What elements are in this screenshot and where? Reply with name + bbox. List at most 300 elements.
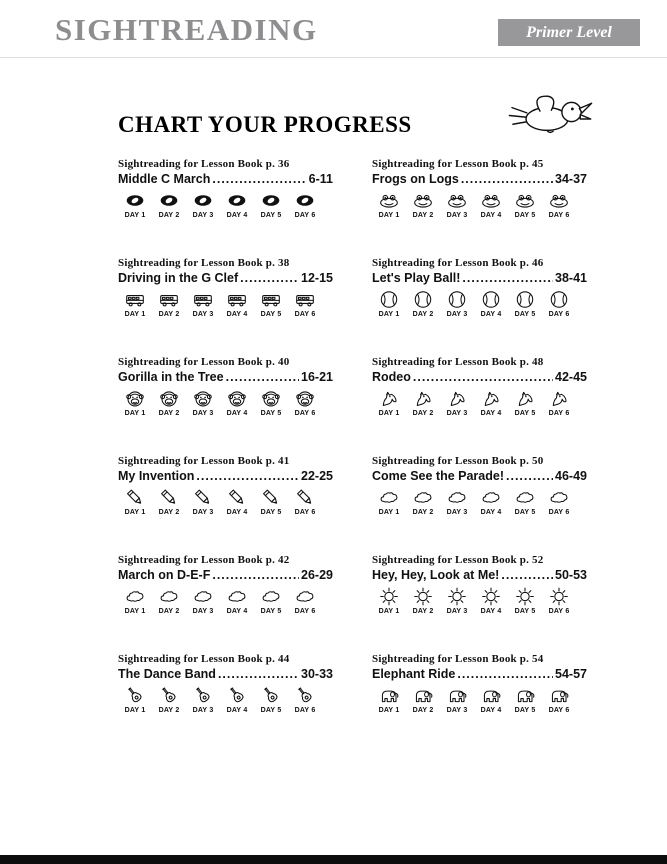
bus-icon bbox=[226, 289, 248, 310]
day-label: DAY 6 bbox=[548, 608, 570, 615]
page-range: 38-41 bbox=[555, 271, 587, 285]
day-icon-row bbox=[118, 487, 333, 516]
bus-icon bbox=[124, 289, 146, 310]
lesson-book-ref: Sightreading for Lesson Book p. 46 bbox=[372, 257, 544, 269]
day-cell bbox=[254, 586, 288, 615]
baseball-icon bbox=[446, 289, 468, 310]
day-cell bbox=[118, 388, 152, 417]
day-cell bbox=[542, 289, 576, 318]
pencil-icon bbox=[294, 487, 316, 508]
day-cell bbox=[508, 289, 542, 318]
pencil-icon bbox=[260, 487, 282, 508]
cloud-icon bbox=[412, 487, 434, 508]
day-cell bbox=[406, 190, 440, 219]
day-cell bbox=[508, 190, 542, 219]
pencil-icon bbox=[158, 487, 180, 508]
day-cell bbox=[542, 685, 576, 714]
day-label: DAY 3 bbox=[446, 707, 468, 714]
dot-leader bbox=[413, 370, 553, 384]
day-label: DAY 6 bbox=[294, 707, 316, 714]
day-label: DAY 4 bbox=[480, 608, 502, 615]
piece-title: Rodeo bbox=[372, 370, 411, 384]
day-cell bbox=[118, 685, 152, 714]
day-label: DAY 4 bbox=[226, 707, 248, 714]
cloud-icon bbox=[446, 487, 468, 508]
day-cell bbox=[406, 487, 440, 516]
cloud-icon bbox=[548, 487, 570, 508]
column-right bbox=[372, 158, 587, 725]
day-cell bbox=[152, 388, 186, 417]
day-label: DAY 1 bbox=[124, 410, 146, 417]
page-title: CHART YOUR PROGRESS bbox=[118, 112, 412, 137]
day-cell bbox=[254, 487, 288, 516]
day-cell bbox=[406, 289, 440, 318]
day-cell bbox=[118, 190, 152, 219]
day-cell bbox=[508, 586, 542, 615]
whole-note-icon bbox=[158, 190, 180, 211]
day-label: DAY 1 bbox=[124, 608, 146, 615]
day-label: DAY 5 bbox=[260, 311, 282, 318]
progress-entry bbox=[118, 554, 333, 626]
day-label: DAY 1 bbox=[124, 311, 146, 318]
baseball-icon bbox=[548, 289, 570, 310]
day-label: DAY 4 bbox=[480, 410, 502, 417]
piece-title: The Dance Band bbox=[118, 667, 216, 681]
day-label: DAY 5 bbox=[514, 608, 536, 615]
level-badge bbox=[498, 19, 640, 46]
cloud-icon bbox=[124, 586, 146, 607]
page-range: 46-49 bbox=[555, 469, 587, 483]
day-cell bbox=[440, 190, 474, 219]
day-label: DAY 4 bbox=[226, 212, 248, 219]
day-cell bbox=[288, 289, 322, 318]
day-label: DAY 6 bbox=[548, 410, 570, 417]
dot-leader bbox=[457, 667, 553, 681]
day-cell bbox=[186, 190, 220, 219]
lesson-book-ref: Sightreading for Lesson Book p. 40 bbox=[118, 356, 290, 368]
frog-icon bbox=[514, 190, 536, 211]
lesson-book-ref: Sightreading for Lesson Book p. 36 bbox=[118, 158, 290, 170]
whole-note-icon bbox=[192, 190, 214, 211]
guitar-icon bbox=[158, 685, 180, 706]
elephant-icon bbox=[480, 685, 502, 706]
title-line bbox=[372, 172, 587, 186]
level-badge-label: Primer Level bbox=[526, 23, 612, 41]
dot-leader bbox=[196, 469, 299, 483]
lesson-book-ref: Sightreading for Lesson Book p. 42 bbox=[118, 554, 290, 566]
day-label: DAY 6 bbox=[294, 410, 316, 417]
sun-icon bbox=[480, 586, 502, 607]
day-label: DAY 2 bbox=[158, 410, 180, 417]
day-cell bbox=[440, 388, 474, 417]
piece-title: Come See the Parade! bbox=[372, 469, 504, 483]
page-range: 30-33 bbox=[301, 667, 333, 681]
day-label: DAY 2 bbox=[158, 608, 180, 615]
day-icon-row bbox=[372, 289, 587, 318]
day-label: DAY 5 bbox=[514, 410, 536, 417]
day-label: DAY 6 bbox=[294, 212, 316, 219]
whole-note-icon bbox=[260, 190, 282, 211]
day-cell bbox=[186, 388, 220, 417]
day-label: DAY 3 bbox=[192, 707, 214, 714]
page-range: 26-29 bbox=[301, 568, 333, 582]
horse-icon bbox=[548, 388, 570, 409]
day-cell bbox=[542, 586, 576, 615]
page-range: 22-25 bbox=[301, 469, 333, 483]
horse-icon bbox=[446, 388, 468, 409]
elephant-icon bbox=[378, 685, 400, 706]
day-label: DAY 6 bbox=[294, 509, 316, 516]
day-label: DAY 6 bbox=[548, 707, 570, 714]
piece-title: Gorilla in the Tree bbox=[118, 370, 224, 384]
page-range: 12-15 bbox=[301, 271, 333, 285]
day-label: DAY 3 bbox=[192, 212, 214, 219]
frog-icon bbox=[412, 190, 434, 211]
day-cell bbox=[152, 487, 186, 516]
cloud-icon bbox=[226, 586, 248, 607]
gorilla-icon bbox=[226, 388, 248, 409]
day-label: DAY 4 bbox=[480, 707, 502, 714]
day-cell bbox=[220, 685, 254, 714]
day-label: DAY 2 bbox=[412, 707, 434, 714]
guitar-icon bbox=[226, 685, 248, 706]
day-label: DAY 5 bbox=[260, 410, 282, 417]
piece-title: Let's Play Ball! bbox=[372, 271, 461, 285]
page-range: 6-11 bbox=[308, 172, 333, 186]
gorilla-icon bbox=[158, 388, 180, 409]
gorilla-icon bbox=[260, 388, 282, 409]
title-line bbox=[372, 370, 587, 384]
day-cell bbox=[440, 289, 474, 318]
guitar-icon bbox=[124, 685, 146, 706]
day-cell bbox=[288, 487, 322, 516]
title-line bbox=[372, 667, 587, 681]
day-label: DAY 3 bbox=[446, 410, 468, 417]
day-cell bbox=[474, 388, 508, 417]
elephant-icon bbox=[548, 685, 570, 706]
day-cell bbox=[288, 586, 322, 615]
day-cell bbox=[186, 487, 220, 516]
frog-icon bbox=[378, 190, 400, 211]
day-label: DAY 1 bbox=[124, 707, 146, 714]
page-range: 54-57 bbox=[555, 667, 587, 681]
day-label: DAY 2 bbox=[158, 509, 180, 516]
page-header-title: SIGHTREADING bbox=[55, 12, 318, 47]
lesson-book-ref: Sightreading for Lesson Book p. 41 bbox=[118, 455, 290, 467]
dot-leader bbox=[506, 469, 553, 483]
elephant-icon bbox=[514, 685, 536, 706]
day-cell bbox=[152, 685, 186, 714]
piece-title: Frogs on Logs bbox=[372, 172, 459, 186]
title-line bbox=[372, 568, 587, 582]
sun-icon bbox=[548, 586, 570, 607]
pencil-icon bbox=[226, 487, 248, 508]
day-label: DAY 3 bbox=[192, 509, 214, 516]
day-cell bbox=[220, 388, 254, 417]
day-label: DAY 1 bbox=[124, 212, 146, 219]
day-cell bbox=[406, 586, 440, 615]
guitar-icon bbox=[260, 685, 282, 706]
progress-entry bbox=[118, 158, 333, 230]
day-label: DAY 5 bbox=[260, 509, 282, 516]
day-cell bbox=[186, 586, 220, 615]
day-icon-row bbox=[118, 388, 333, 417]
day-label: DAY 2 bbox=[412, 509, 434, 516]
day-label: DAY 4 bbox=[480, 509, 502, 516]
day-label: DAY 4 bbox=[480, 212, 502, 219]
day-cell bbox=[288, 685, 322, 714]
day-label: DAY 4 bbox=[226, 509, 248, 516]
piece-title: Driving in the G Clef bbox=[118, 271, 239, 285]
day-cell bbox=[440, 685, 474, 714]
page-range: 42-45 bbox=[555, 370, 587, 384]
day-cell bbox=[440, 586, 474, 615]
day-cell bbox=[152, 289, 186, 318]
day-icon-row bbox=[118, 190, 333, 219]
elephant-icon bbox=[446, 685, 468, 706]
sun-icon bbox=[378, 586, 400, 607]
gorilla-icon bbox=[124, 388, 146, 409]
horse-icon bbox=[480, 388, 502, 409]
day-label: DAY 3 bbox=[192, 410, 214, 417]
day-cell bbox=[118, 289, 152, 318]
frog-icon bbox=[446, 190, 468, 211]
title-line bbox=[118, 469, 333, 483]
title-line bbox=[372, 271, 587, 285]
progress-entry bbox=[372, 257, 587, 329]
day-cell bbox=[474, 586, 508, 615]
day-label: DAY 2 bbox=[158, 212, 180, 219]
progress-entry bbox=[372, 455, 587, 527]
progress-entry bbox=[372, 158, 587, 230]
day-label: DAY 5 bbox=[260, 212, 282, 219]
day-label: DAY 5 bbox=[514, 311, 536, 318]
piece-title: Elephant Ride bbox=[372, 667, 456, 681]
page-range: 16-21 bbox=[301, 370, 333, 384]
frog-icon bbox=[480, 190, 502, 211]
gorilla-icon bbox=[294, 388, 316, 409]
dot-leader bbox=[212, 568, 299, 582]
progress-entry bbox=[118, 356, 333, 428]
whole-note-icon bbox=[226, 190, 248, 211]
day-label: DAY 4 bbox=[226, 608, 248, 615]
day-label: DAY 1 bbox=[124, 509, 146, 516]
horse-icon bbox=[514, 388, 536, 409]
day-cell bbox=[220, 190, 254, 219]
day-cell bbox=[508, 487, 542, 516]
lesson-book-ref: Sightreading for Lesson Book p. 50 bbox=[372, 455, 544, 467]
cloud-icon bbox=[260, 586, 282, 607]
guitar-icon bbox=[192, 685, 214, 706]
sun-icon bbox=[446, 586, 468, 607]
day-cell bbox=[440, 487, 474, 516]
day-cell bbox=[474, 685, 508, 714]
day-label: DAY 5 bbox=[514, 707, 536, 714]
gorilla-icon bbox=[192, 388, 214, 409]
day-label: DAY 2 bbox=[412, 410, 434, 417]
bus-icon bbox=[294, 289, 316, 310]
day-label: DAY 5 bbox=[260, 608, 282, 615]
progress-entry bbox=[372, 653, 587, 725]
lesson-book-ref: Sightreading for Lesson Book p. 38 bbox=[118, 257, 290, 269]
day-label: DAY 2 bbox=[412, 311, 434, 318]
bus-icon bbox=[192, 289, 214, 310]
day-label: DAY 6 bbox=[294, 311, 316, 318]
day-cell bbox=[542, 388, 576, 417]
title-line bbox=[118, 667, 333, 681]
title-line bbox=[118, 271, 333, 285]
baseball-icon bbox=[412, 289, 434, 310]
lesson-book-ref: Sightreading for Lesson Book p. 48 bbox=[372, 356, 544, 368]
day-icon-row bbox=[118, 586, 333, 615]
day-label: DAY 6 bbox=[548, 212, 570, 219]
day-label: DAY 3 bbox=[446, 311, 468, 318]
day-label: DAY 6 bbox=[548, 311, 570, 318]
column-left bbox=[118, 158, 333, 725]
day-cell bbox=[220, 586, 254, 615]
day-cell bbox=[508, 685, 542, 714]
lesson-book-ref: Sightreading for Lesson Book p. 44 bbox=[118, 653, 290, 665]
day-label: DAY 2 bbox=[158, 707, 180, 714]
progress-entry bbox=[118, 455, 333, 527]
cloud-icon bbox=[480, 487, 502, 508]
day-label: DAY 5 bbox=[514, 212, 536, 219]
dot-leader bbox=[226, 370, 299, 384]
day-label: DAY 3 bbox=[446, 212, 468, 219]
day-cell bbox=[372, 289, 406, 318]
day-label: DAY 1 bbox=[378, 212, 400, 219]
dot-leader bbox=[212, 172, 306, 186]
day-cell bbox=[508, 388, 542, 417]
day-cell bbox=[288, 190, 322, 219]
dot-leader bbox=[462, 271, 553, 285]
day-cell bbox=[474, 289, 508, 318]
day-cell bbox=[118, 586, 152, 615]
progress-entry bbox=[372, 356, 587, 428]
day-label: DAY 3 bbox=[192, 311, 214, 318]
day-cell bbox=[372, 487, 406, 516]
day-cell bbox=[542, 487, 576, 516]
day-icon-row bbox=[372, 487, 587, 516]
day-cell bbox=[254, 388, 288, 417]
cloud-icon bbox=[158, 586, 180, 607]
lesson-book-ref: Sightreading for Lesson Book p. 45 bbox=[372, 158, 544, 170]
day-cell bbox=[152, 190, 186, 219]
day-label: DAY 6 bbox=[294, 608, 316, 615]
day-label: DAY 3 bbox=[192, 608, 214, 615]
title-line bbox=[118, 370, 333, 384]
day-label: DAY 4 bbox=[226, 410, 248, 417]
day-icon-row bbox=[372, 388, 587, 417]
day-icon-row bbox=[372, 685, 587, 714]
title-line bbox=[118, 172, 333, 186]
day-label: DAY 4 bbox=[226, 311, 248, 318]
day-icon-row bbox=[118, 685, 333, 714]
day-label: DAY 3 bbox=[446, 608, 468, 615]
dot-leader bbox=[218, 667, 299, 681]
header-divider bbox=[0, 57, 667, 58]
day-cell bbox=[254, 685, 288, 714]
whole-note-icon bbox=[294, 190, 316, 211]
whole-note-icon bbox=[124, 190, 146, 211]
day-cell bbox=[406, 685, 440, 714]
cloud-icon bbox=[514, 487, 536, 508]
day-label: DAY 4 bbox=[480, 311, 502, 318]
pencil-icon bbox=[124, 487, 146, 508]
bird-illustration bbox=[498, 88, 603, 148]
lesson-book-ref: Sightreading for Lesson Book p. 52 bbox=[372, 554, 544, 566]
day-label: DAY 5 bbox=[260, 707, 282, 714]
piece-title: Middle C March bbox=[118, 172, 211, 186]
day-label: DAY 1 bbox=[378, 410, 400, 417]
frog-icon bbox=[548, 190, 570, 211]
baseball-icon bbox=[480, 289, 502, 310]
bus-icon bbox=[158, 289, 180, 310]
day-label: DAY 1 bbox=[378, 608, 400, 615]
day-cell bbox=[254, 289, 288, 318]
day-label: DAY 2 bbox=[158, 311, 180, 318]
day-cell bbox=[220, 487, 254, 516]
day-cell bbox=[186, 685, 220, 714]
baseball-icon bbox=[514, 289, 536, 310]
piece-title: Hey, Hey, Look at Me! bbox=[372, 568, 500, 582]
day-cell bbox=[118, 487, 152, 516]
day-label: DAY 2 bbox=[412, 212, 434, 219]
page-range: 50-53 bbox=[555, 568, 587, 582]
piece-title: My Invention bbox=[118, 469, 195, 483]
title-line bbox=[372, 469, 587, 483]
dot-leader bbox=[461, 172, 553, 186]
day-label: DAY 1 bbox=[378, 509, 400, 516]
day-label: DAY 2 bbox=[412, 608, 434, 615]
day-cell bbox=[152, 586, 186, 615]
bus-icon bbox=[260, 289, 282, 310]
elephant-icon bbox=[412, 685, 434, 706]
day-label: DAY 1 bbox=[378, 707, 400, 714]
cloud-icon bbox=[294, 586, 316, 607]
dot-leader bbox=[240, 271, 299, 285]
guitar-icon bbox=[294, 685, 316, 706]
horse-icon bbox=[378, 388, 400, 409]
day-cell bbox=[288, 388, 322, 417]
day-cell bbox=[372, 685, 406, 714]
day-cell bbox=[474, 190, 508, 219]
day-icon-row bbox=[372, 190, 587, 219]
day-icon-row bbox=[372, 586, 587, 615]
sun-icon bbox=[514, 586, 536, 607]
horse-icon bbox=[412, 388, 434, 409]
day-cell bbox=[220, 289, 254, 318]
day-cell bbox=[542, 190, 576, 219]
progress-entry bbox=[372, 554, 587, 626]
lesson-book-ref: Sightreading for Lesson Book p. 54 bbox=[372, 653, 544, 665]
page-range: 34-37 bbox=[555, 172, 587, 186]
day-label: DAY 5 bbox=[514, 509, 536, 516]
cloud-icon bbox=[378, 487, 400, 508]
page-bottom-edge bbox=[0, 855, 667, 864]
day-cell bbox=[372, 388, 406, 417]
day-cell bbox=[254, 190, 288, 219]
day-cell bbox=[474, 487, 508, 516]
day-icon-row bbox=[118, 289, 333, 318]
cloud-icon bbox=[192, 586, 214, 607]
progress-chart bbox=[118, 158, 587, 725]
progress-entry bbox=[118, 257, 333, 329]
day-cell bbox=[372, 190, 406, 219]
pencil-icon bbox=[192, 487, 214, 508]
piece-title: March on D-E-F bbox=[118, 568, 211, 582]
day-cell bbox=[406, 388, 440, 417]
